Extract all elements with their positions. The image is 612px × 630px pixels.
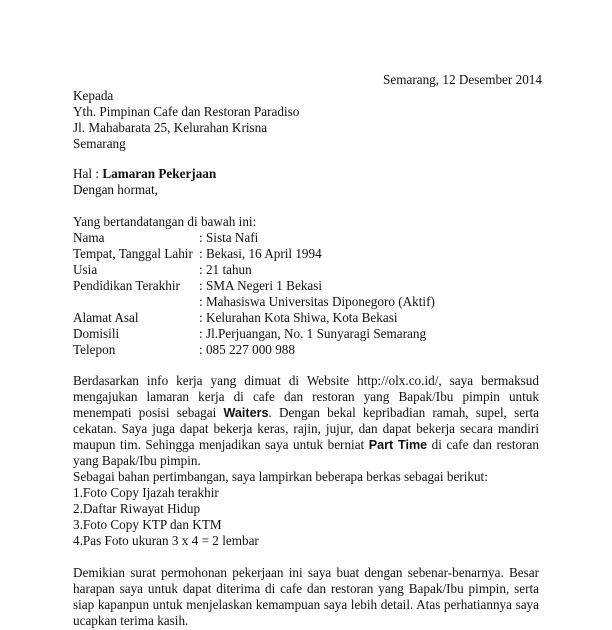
- bio-label: Nama: [73, 230, 105, 245]
- bio-row: [73, 310, 435, 326]
- intro-line: Yang bertandatangan di bawah ini:: [73, 214, 257, 229]
- date-line: Semarang, 12 Desember 2014: [383, 72, 542, 87]
- bio-row: [73, 326, 435, 342]
- attachments-block: [73, 469, 488, 549]
- greeting: Dengan hormat,: [73, 182, 158, 197]
- bio-value: : Bekasi, 16 April 1994: [199, 246, 322, 261]
- bio-table: [73, 230, 435, 358]
- bio-label: Alamat Asal: [73, 310, 139, 325]
- bio-value: : Sista Nafi: [199, 230, 259, 245]
- para1-part1: Berdasarkan info kerja yang dimuat di Website http://olx.co.id/, saya bermaksud mengajukan lamaran kerja di cafe dan restoran yang Bapak/Ibu pimpin untuk menempati posisi sebagai: [73, 373, 539, 420]
- attachment-item: 1.Foto Copy Ijazah terakhir: [73, 485, 219, 500]
- bio-value: : 085 227 000 988: [199, 342, 295, 357]
- recipient-to: Kepada: [73, 88, 114, 103]
- recipient-block: [73, 88, 299, 152]
- bio-label: Pendidikan Terakhir: [73, 278, 180, 293]
- attachment-item: 3.Foto Copy KTP dan KTM: [73, 517, 222, 532]
- bio-label: Domisili: [73, 326, 120, 341]
- attachment-item: 4.Pas Foto ukuran 3 x 4 = 2 lembar: [73, 533, 259, 548]
- motivation-paragraph: [73, 373, 539, 469]
- bio-row: [73, 246, 435, 262]
- bio-value: : Mahasiswa Universitas Diponegoro (Aktif): [199, 294, 435, 309]
- attachments-intro: Sebagai bahan pertimbangan, saya lampirkan beberapa berkas sebagai berikut:: [73, 469, 488, 484]
- recipient-address: Jl. Mahabarata 25, Kelurahan Krisna: [73, 120, 268, 135]
- subject-line: [73, 166, 216, 182]
- para1-part2: . Dengan bekal kepribadian ramah, supel, serta cekatan. Saya juga dapat bekerja keras, rajin, jujur, dan dapat bekerja secara mandiri maupun tim. Sehingga menjadikan saya untuk berniat: [73, 405, 539, 452]
- attachment-item: 2.Daftar Riwayat Hidup: [73, 501, 201, 516]
- recipient-city: Semarang: [73, 136, 126, 151]
- bio-label: Telepon: [73, 342, 116, 357]
- bio-row: [73, 230, 435, 246]
- bio-row: [73, 262, 435, 278]
- bio-value: : 21 tahun: [199, 262, 252, 277]
- bio-value: : Kelurahan Kota Shiwa, Kota Bekasi: [199, 310, 398, 325]
- bio-value: : SMA Negeri 1 Bekasi: [199, 278, 323, 293]
- bio-value: : Jl.Perjuangan, No. 1 Sunyaragi Semarang: [199, 326, 427, 341]
- bio-row: [73, 294, 435, 310]
- closing-paragraph: Demikian surat permohonan pekerjaan ini saya buat dengan sebenar-benarnya. Besar harapan saya untuk dapat diterima di cafe dan restoran yang Bapak/Ibu pimpin, serta siap kapanpun untuk menjelaskan kemampuan saya lebih detail. Atas perhatiannya saya ucapkan terima kasih.: [73, 565, 539, 628]
- recipient-name: Yth. Pimpinan Cafe dan Restoran Paradiso: [73, 104, 300, 119]
- bio-row: [73, 342, 435, 358]
- bio-row: [73, 278, 435, 294]
- subject-title: Lamaran Pekerjaan: [102, 166, 217, 181]
- bio-label: Usia: [73, 262, 98, 277]
- subject-block: [73, 166, 216, 198]
- para1-part3: di cafe dan restoran yang Bapak/Ibu pimpin.: [73, 437, 539, 468]
- position-text: Waiters: [223, 406, 269, 420]
- bio-label: [73, 294, 199, 310]
- subject-prefix: Hal :: [73, 166, 103, 181]
- bio-label: Tempat, Tanggal Lahir: [73, 246, 193, 261]
- worktype-text: Part Time: [368, 438, 428, 452]
